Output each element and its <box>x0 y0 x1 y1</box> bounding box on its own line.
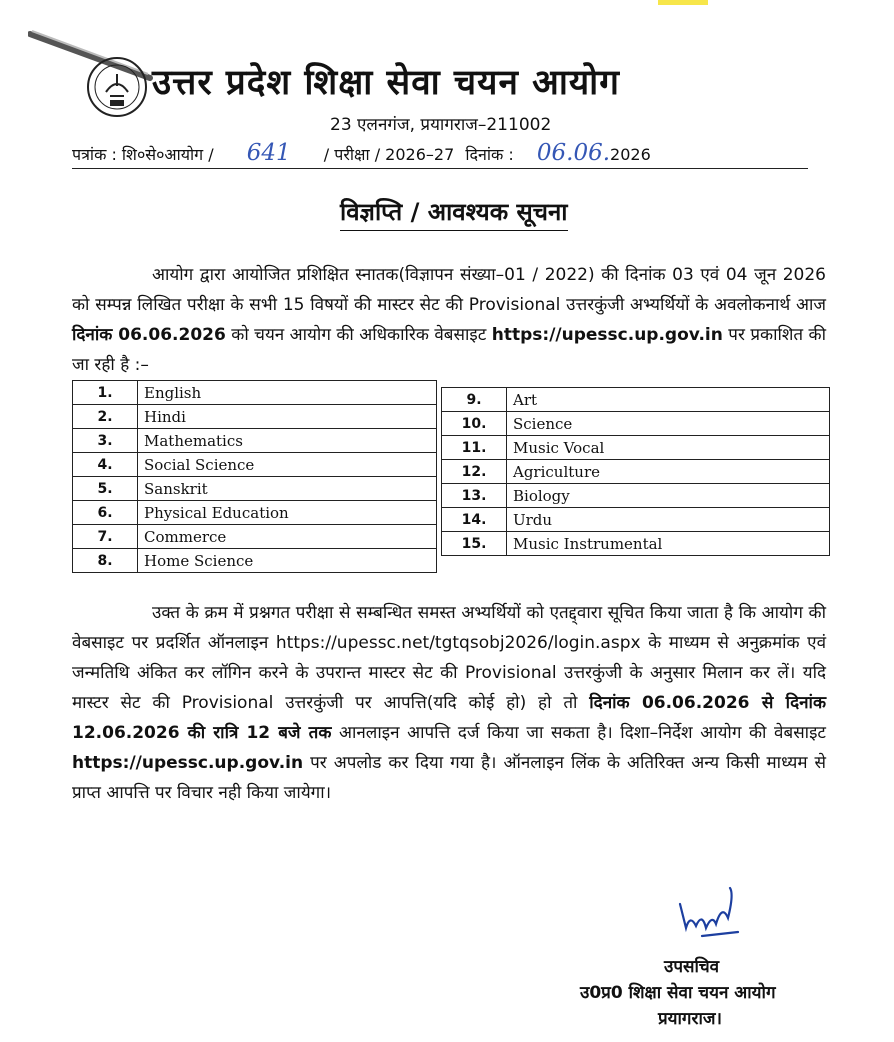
subject-number: 12. <box>442 460 507 484</box>
para2-text-1: उक्त के क्रम में प्रश्नगत परीक्षा से सम्बन्धित समस्त अभ्यर्थियों को एतद्द्वारा सूचित किया जाता है कि आयोग की वेबसाइट पर प्रदर्शित ऑनलाइन <box>72 603 826 653</box>
subject-name: Art <box>507 388 830 412</box>
para2-text-2: के माध्यम से अनुक्रमांक एवं जन्मतिथि अंकित कर लॉगिन करने के उपरान्त मास्टर सेट की Provisional उत्तरकुंजी के अनुसार मिलान कर लें। यदि मास्टर सेट की Provisional उत्तरकुंजी पर आपत्ति(यदि कोई हो) हो तो <box>72 633 827 713</box>
subject-name: Biology <box>507 484 830 508</box>
subject-name: Physical Education <box>138 501 437 525</box>
subject-name: Sanskrit <box>138 477 437 501</box>
subject-number: 4. <box>73 453 138 477</box>
header-rule <box>72 168 808 169</box>
date-label: दिनांक : <box>465 145 514 164</box>
commission-address: 23 एलनगंज, प्रयागराज–211002 <box>330 115 552 135</box>
table-row <box>73 381 437 405</box>
ref-number-handwritten: 641 <box>246 140 291 166</box>
table-row <box>442 508 830 532</box>
table-row <box>73 453 437 477</box>
subject-name: Home Science <box>138 549 437 573</box>
subject-number: 5. <box>73 477 138 501</box>
date-handwritten: 06.06. <box>536 140 611 166</box>
subject-number: 13. <box>442 484 507 508</box>
table-row <box>442 532 830 556</box>
ref-prefix: पत्रांक : शि०से०आयोग / <box>72 145 214 164</box>
para1-text-1: आयोग द्वारा आयोजित प्रशिक्षित स्नातक(विज्ञापन संख्या–01 / 2022) की दिनांक 03 एवं 04 जून 2026 को सम्पन्न लिखित परीक्षा के सभी 15 विषयों की मास्टर सेट की Provisional उत्तरकुंजी अभ्यर्थियों के अवलोकनार्थ आज <box>72 265 826 315</box>
signatory-organization: उ0प्र0 शिक्षा सेवा चयन आयोग <box>580 983 776 1003</box>
login-link[interactable]: https://upessc.net/tgtqsobj2026/login.aspx <box>275 633 641 653</box>
subject-name: Music Vocal <box>507 436 830 460</box>
ref-suffix: / परीक्षा / 2026–27 <box>323 145 455 164</box>
subject-name: English <box>138 381 437 405</box>
subject-number: 8. <box>73 549 138 573</box>
table-row <box>442 436 830 460</box>
table-row <box>442 388 830 412</box>
table-row <box>73 405 437 429</box>
table-row <box>73 525 437 549</box>
table-row <box>73 429 437 453</box>
para1-text-3: पर प्रकाशित की जा रही है :– <box>72 325 827 375</box>
subjects-table-left <box>72 380 437 573</box>
table-row <box>442 484 830 508</box>
website-link-2[interactable]: https://upessc.up.gov.in <box>72 753 304 773</box>
para1-bold-date: दिनांक 06.06.2026 <box>72 325 226 345</box>
date-year: 2026 <box>610 145 651 164</box>
subject-name: Urdu <box>507 508 830 532</box>
commission-emblem-icon <box>86 56 148 118</box>
subject-number: 3. <box>73 429 138 453</box>
subject-number: 11. <box>442 436 507 460</box>
para2-bold-date-range: दिनांक 06.06.2026 से दिनांक 12.06.2026 की रात्रि 12 बजे तक <box>72 693 826 743</box>
subject-number: 14. <box>442 508 507 532</box>
notice-heading: विज्ञप्ति / आवश्यक सूचना <box>340 195 568 231</box>
subject-name: Music Instrumental <box>507 532 830 556</box>
table-row <box>442 460 830 484</box>
website-link-1[interactable]: https://upessc.up.gov.in <box>491 325 723 345</box>
subject-number: 15. <box>442 532 507 556</box>
signatory-designation: उपसचिव <box>664 957 720 977</box>
reference-line <box>72 140 651 166</box>
notice-paragraph-2 <box>72 598 826 808</box>
signatory-place: प्रयागराज। <box>658 1009 722 1029</box>
table-row <box>73 549 437 573</box>
para2-text-4: पर अपलोड कर दिया गया है। ऑनलाइन लिंक के अतिरिक्त अन्य किसी माध्यम से प्राप्त आपत्ति पर विचार नही किया जायेगा। <box>72 753 827 803</box>
table-row <box>442 412 830 436</box>
subject-name: Social Science <box>138 453 437 477</box>
subject-number: 2. <box>73 405 138 429</box>
subject-number: 10. <box>442 412 507 436</box>
notice-paragraph-1 <box>72 260 826 380</box>
yellow-tab-mark <box>658 0 708 5</box>
subject-number: 1. <box>73 381 138 405</box>
table-row <box>73 477 437 501</box>
subject-number: 7. <box>73 525 138 549</box>
subject-number: 6. <box>73 501 138 525</box>
subject-name: Hindi <box>138 405 437 429</box>
subject-name: Commerce <box>138 525 437 549</box>
subject-name: Agriculture <box>507 460 830 484</box>
table-row <box>73 501 437 525</box>
subjects-table-right <box>441 387 830 556</box>
para1-text-2: को चयन आयोग की अधिकारिक वेबसाइट <box>231 325 487 345</box>
subject-name: Science <box>507 412 830 436</box>
signature-scribble <box>672 884 752 944</box>
subject-name: Mathematics <box>138 429 437 453</box>
subject-number: 9. <box>442 388 507 412</box>
para2-text-3: आनलाइन आपत्ति दर्ज किया जा सकता है। दिशा–निर्देश आयोग की वेबसाइट <box>338 723 827 743</box>
commission-title: उत्तर प्रदेश शिक्षा सेवा चयन आयोग <box>152 63 620 103</box>
